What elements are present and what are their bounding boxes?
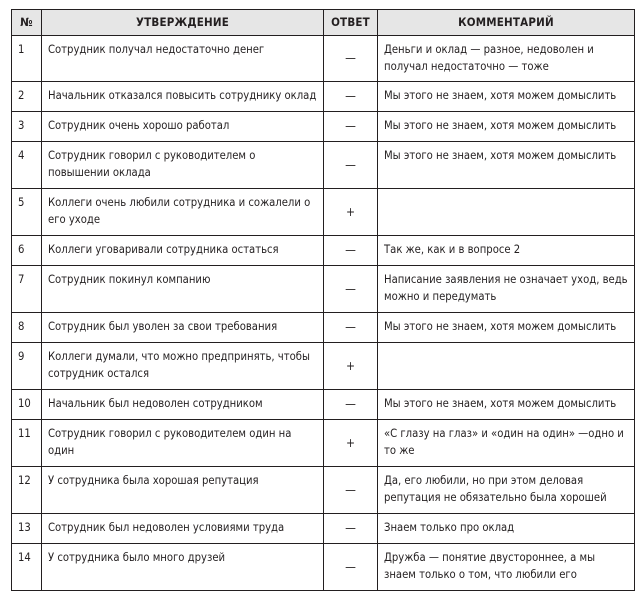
- row-comment: Написание заявления не означает уход, ведь можно и передумать: [378, 266, 635, 313]
- row-number: 13: [12, 514, 42, 544]
- row-answer: +: [324, 343, 378, 390]
- row-answer: —: [324, 313, 378, 343]
- row-statement: Сотрудник очень хорошо работал: [42, 112, 324, 142]
- header-number: №: [12, 10, 42, 36]
- row-answer: —: [324, 36, 378, 82]
- row-number: 8: [12, 313, 42, 343]
- row-statement: Сотрудник говорил с руководителем один на один: [42, 420, 324, 467]
- row-statement: У сотрудника было много друзей: [42, 544, 324, 591]
- row-comment: [378, 343, 635, 390]
- row-statement: Коллеги уговаривали сотрудника остаться: [42, 236, 324, 266]
- row-comment: Мы этого не знаем, хотя можем домыслить: [378, 142, 635, 189]
- row-statement: Начальник был недоволен сотрудником: [42, 390, 324, 420]
- header-comment: КОММЕНТАРИЙ: [378, 10, 635, 36]
- row-answer: —: [324, 514, 378, 544]
- table-row: [12, 544, 635, 591]
- table-row: [12, 266, 635, 313]
- row-number: 5: [12, 189, 42, 236]
- row-comment: Так же, как и в вопросе 2: [378, 236, 635, 266]
- row-number: 1: [12, 36, 42, 82]
- header-statement: УТВЕРЖДЕНИЕ: [42, 10, 324, 36]
- table-row: [12, 313, 635, 343]
- row-comment: Да, его любили, но при этом деловая репутация не обязательно была хорошей: [378, 467, 635, 514]
- table-header-row: [12, 10, 635, 36]
- row-statement: Коллеги думали, что можно предпринять, чтобы сотрудник остался: [42, 343, 324, 390]
- row-answer: —: [324, 544, 378, 591]
- table-row: [12, 82, 635, 112]
- row-answer: —: [324, 467, 378, 514]
- table-row: [12, 514, 635, 544]
- row-comment: «С глазу на глаз» и «один на один» —одно и то же: [378, 420, 635, 467]
- row-number: 3: [12, 112, 42, 142]
- row-number: 6: [12, 236, 42, 266]
- row-number: 4: [12, 142, 42, 189]
- table-row: [12, 36, 635, 82]
- row-number: 2: [12, 82, 42, 112]
- row-comment: Мы этого не знаем, хотя можем домыслить: [378, 313, 635, 343]
- row-comment: Деньги и оклад — разное, недоволен и получал недостаточно — тоже: [378, 36, 635, 82]
- row-answer: +: [324, 189, 378, 236]
- table-row: [12, 420, 635, 467]
- table-row: [12, 236, 635, 266]
- row-statement: Начальник отказался повысить сотруднику оклад: [42, 82, 324, 112]
- row-number: 7: [12, 266, 42, 313]
- table-row: [12, 112, 635, 142]
- row-comment: Дружба — понятие двустороннее, а мы знаем только о том, что любили его: [378, 544, 635, 591]
- row-comment: Мы этого не знаем, хотя можем домыслить: [378, 82, 635, 112]
- table-row: [12, 467, 635, 514]
- row-answer: +: [324, 420, 378, 467]
- table-row: [12, 390, 635, 420]
- row-comment: [378, 189, 635, 236]
- row-statement: Сотрудник был недоволен условиями труда: [42, 514, 324, 544]
- row-statement: Сотрудник говорил с руководителем о повышении оклада: [42, 142, 324, 189]
- row-number: 12: [12, 467, 42, 514]
- table-row: [12, 343, 635, 390]
- statements-table-wrapper: [11, 9, 635, 591]
- row-answer: —: [324, 142, 378, 189]
- row-statement: Сотрудник получал недостаточно денег: [42, 36, 324, 82]
- row-answer: —: [324, 236, 378, 266]
- row-answer: —: [324, 112, 378, 142]
- row-number: 9: [12, 343, 42, 390]
- row-number: 14: [12, 544, 42, 591]
- row-statement: Сотрудник был уволен за свои требования: [42, 313, 324, 343]
- row-statement: Коллеги очень любили сотрудника и сожалели о его уходе: [42, 189, 324, 236]
- row-number: 10: [12, 390, 42, 420]
- row-comment: Знаем только про оклад: [378, 514, 635, 544]
- row-comment: Мы этого не знаем, хотя можем домыслить: [378, 112, 635, 142]
- header-answer: ОТВЕТ: [324, 10, 378, 36]
- row-answer: —: [324, 390, 378, 420]
- row-statement: У сотрудника была хорошая репутация: [42, 467, 324, 514]
- row-answer: —: [324, 82, 378, 112]
- row-answer: —: [324, 266, 378, 313]
- row-number: 11: [12, 420, 42, 467]
- statements-table: [11, 9, 635, 591]
- table-row: [12, 189, 635, 236]
- row-comment: Мы этого не знаем, хотя можем домыслить: [378, 390, 635, 420]
- row-statement: Сотрудник покинул компанию: [42, 266, 324, 313]
- table-row: [12, 142, 635, 189]
